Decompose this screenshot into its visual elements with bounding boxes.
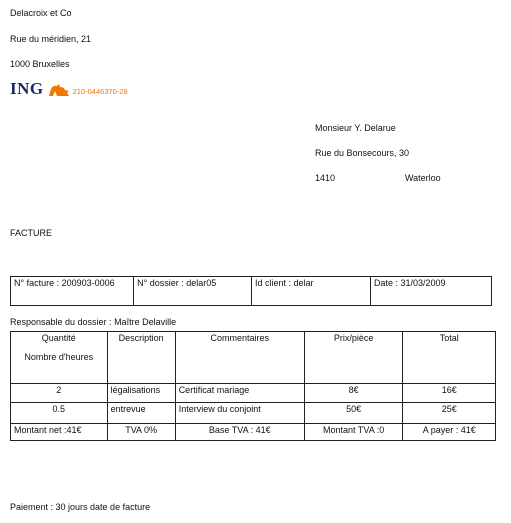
invoice-number: N° facture : 200903-0006: [11, 277, 134, 306]
recipient-street: Rue du Bonsecours, 30: [315, 148, 410, 158]
vat-base: Base TVA : 41€: [175, 424, 304, 441]
row-total: 25€: [403, 403, 496, 424]
col-quantity-label: Quantité: [41, 333, 76, 343]
col-unit-price: Prix/pièce: [304, 332, 403, 384]
lion-icon: [48, 83, 70, 97]
totals-row: [11, 424, 496, 441]
payment-terms: Paiement : 30 jours date de facture: [10, 502, 151, 512]
row-qty: 2: [11, 384, 108, 403]
row-total: 16€: [403, 384, 496, 403]
col-total: Total: [403, 332, 496, 384]
sender-city: 1000 Bruxelles: [10, 59, 70, 69]
row-comment: Interview du conjoint: [175, 403, 304, 424]
dossier-number: N° dossier : delar05: [134, 277, 252, 306]
amount-to-pay: A payer : 41€: [403, 424, 496, 441]
table-row: [11, 384, 496, 403]
col-comments: Commentaires: [175, 332, 304, 384]
bank-account: 210-0446370-28: [72, 87, 128, 96]
row-unit-price: 8€: [304, 384, 403, 403]
bank-logo: [10, 79, 128, 97]
document-title: FACTURE: [10, 228, 53, 238]
net-amount: Montant net :41€: [11, 424, 108, 441]
sender-street: Rue du méridien, 21: [10, 34, 92, 44]
vat-rate: TVA 0%: [107, 424, 175, 441]
row-description: légalisations: [107, 384, 175, 403]
recipient-postcode: 1410: [315, 173, 336, 183]
responsible: Responsable du dossier : Maître Delaville: [10, 317, 177, 327]
items-table: [10, 331, 496, 441]
invoice-header-table: [10, 276, 492, 306]
row-unit-price: 50€: [304, 403, 403, 424]
col-description: Description: [107, 332, 175, 384]
col-hours-label: Nombre d'heures: [24, 352, 94, 362]
recipient-city: Waterloo: [405, 173, 441, 183]
row-qty: 0.5: [11, 403, 108, 424]
row-description: entrevue: [107, 403, 175, 424]
sender-company: Delacroix et Co: [10, 8, 72, 18]
ing-logo-text: ING: [10, 79, 44, 98]
invoice-date: Date : 31/03/2009: [370, 277, 491, 306]
row-comment: Certificat mariage: [175, 384, 304, 403]
recipient-name: Monsieur Y. Delarue: [315, 123, 396, 133]
items-header-row: [11, 332, 496, 384]
vat-amount: Montant TVA :0: [304, 424, 403, 441]
table-row: [11, 403, 496, 424]
col-quantity: [11, 332, 108, 384]
client-id: Id client : delar: [252, 277, 371, 306]
